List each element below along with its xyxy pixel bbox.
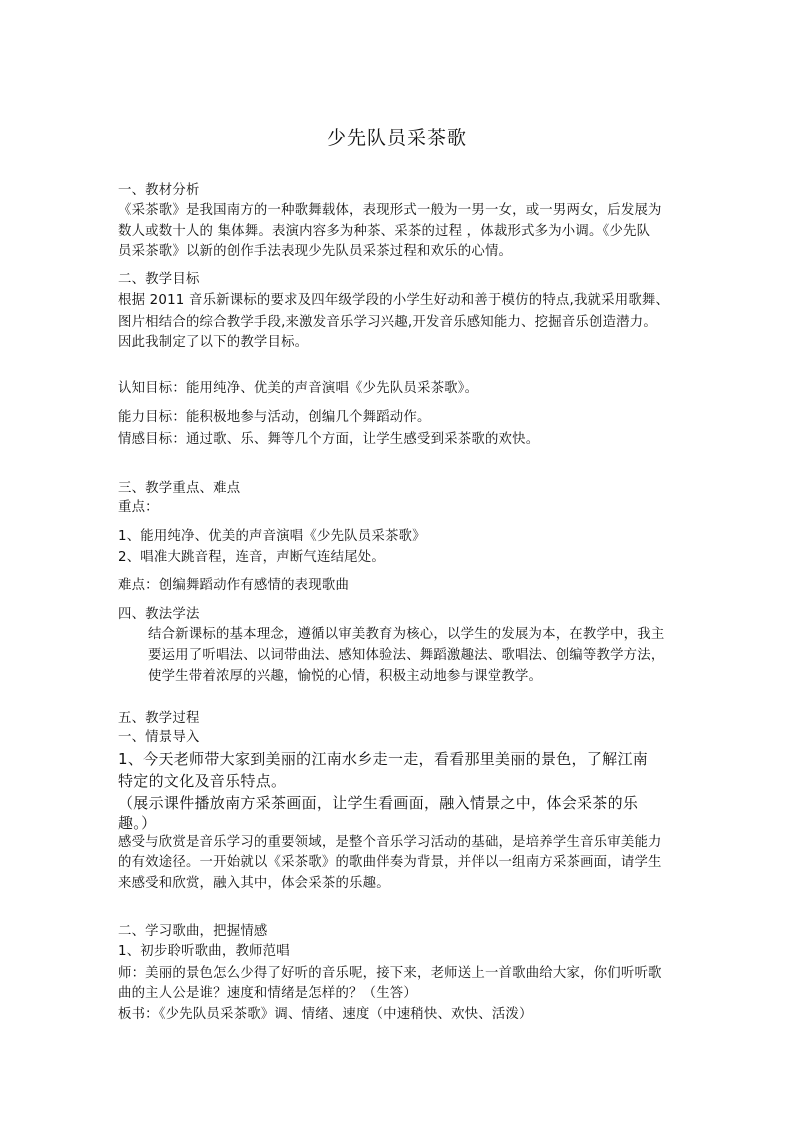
section-heading-materials: 一、教材分析 [118,183,200,198]
key-point-item: 2、唱准大跳音程，连音，声断气连结尾处。 [118,550,385,565]
paragraph-line: 图片相结合的综合教学手段,来激发音乐学习兴趣,开发音乐感知能力、挖掘音乐创造潜力。 [118,315,657,330]
section-heading-objectives: 二、教学目标 [118,272,200,287]
difficult-point: 难点：创编舞蹈动作有感情的表现歌曲 [118,578,350,593]
cognitive-goal: 认知目标：能用纯净、优美的声音演唱《少先队员采茶歌》。 [118,381,479,396]
paragraph-line: 1、初步聆听歌曲，教师范唱 [118,944,290,959]
section-heading-methods: 四、教法学法 [118,607,200,622]
paragraph-line: 师：美丽的景色怎么少得了好听的音乐呢，接下来，老师送上一首歌曲给大家，你们听听歌 [118,966,662,981]
paragraph-line: 结合新课标的基本理念，遵循以审美教育为核心，以学生的发展为本，在教学中，我主 [148,627,665,642]
paragraph-line: 来感受和欣赏，融入其中，体会采茶的乐趣。 [118,876,390,891]
section-heading-process: 五、教学过程 [118,711,200,726]
subsection-heading: 一、情景导入 [118,730,200,745]
paragraph-line: 根据 2011 音乐新课标的要求及四年级学段的小学生好动和善于模仿的特点,我就采用歌舞、 [118,293,670,308]
paragraph-line: 曲的主人公是谁？速度和情绪是怎样的？（生答） [118,986,417,1001]
ability-goal: 能力目标：能积极地参与活动，创编几个舞蹈动作。 [118,410,431,425]
paragraph-line: 1、今天老师带大家到美丽的江南水乡走一走，看看那里美丽的景色，了解江南 [118,750,649,768]
paragraph-line: 员采茶歌》以新的创作手法表现少先队员采茶过程和欢乐的心情。 [118,244,513,259]
paragraph-line: 趣。） [118,814,157,832]
section-heading-key-points: 三、教学重点、难点 [118,481,241,496]
paragraph-line: 因此我制定了以下的教学目标。 [118,335,309,350]
paragraph-line: 感受与欣赏是音乐学习的重要领域，是整个音乐学习活动的基础，是培养学生音乐审美能力 [118,835,662,850]
emotional-goal: 情感目标：通过歌、乐、舞等几个方面，让学生感受到采茶歌的欢快。 [118,432,540,447]
key-point-item: 1、能用纯净、优美的声音演唱《少先队员采茶歌》 [118,529,426,544]
paragraph-line: 数人或数十人的 集体舞。表演内容多为种茶、采茶的过程 ，体裁形式多为小调。《少先队 [118,224,651,239]
paragraph-line: 的有效途径。一开始就以《采茶歌》的歌曲伴奏为背景，并伴以一组南方采茶画面，请学生 [118,855,662,870]
paragraph-line: 使学生带着浓厚的兴趣，愉悦的心情，积极主动地参与课堂教学。 [148,669,543,684]
paragraph-line: 板书：《少先队员采茶歌》调、情绪、速度（中速稍快、欢快、活泼） [118,1007,533,1022]
subsection-heading: 二、学习歌曲，把握情感 [118,924,268,939]
key-points-label: 重点： [118,500,159,515]
paragraph-line: 要运用了听唱法、以词带曲法、感知体验法、舞蹈激趣法、歌唱法、创编等教学方法， [148,648,665,663]
paragraph-line: （展示课件播放南方采茶画面，让学生看画面，融入情景之中，体会采茶的乐 [118,794,639,812]
paragraph-line: 《采茶歌》是我国南方的一种歌舞载体，表现形式一般为一男一女，或一男两女，后发展为 [118,203,662,218]
document-title: 少先队员采茶歌 [326,127,467,149]
paragraph-line: 特定的文化及音乐特点。 [118,772,287,790]
